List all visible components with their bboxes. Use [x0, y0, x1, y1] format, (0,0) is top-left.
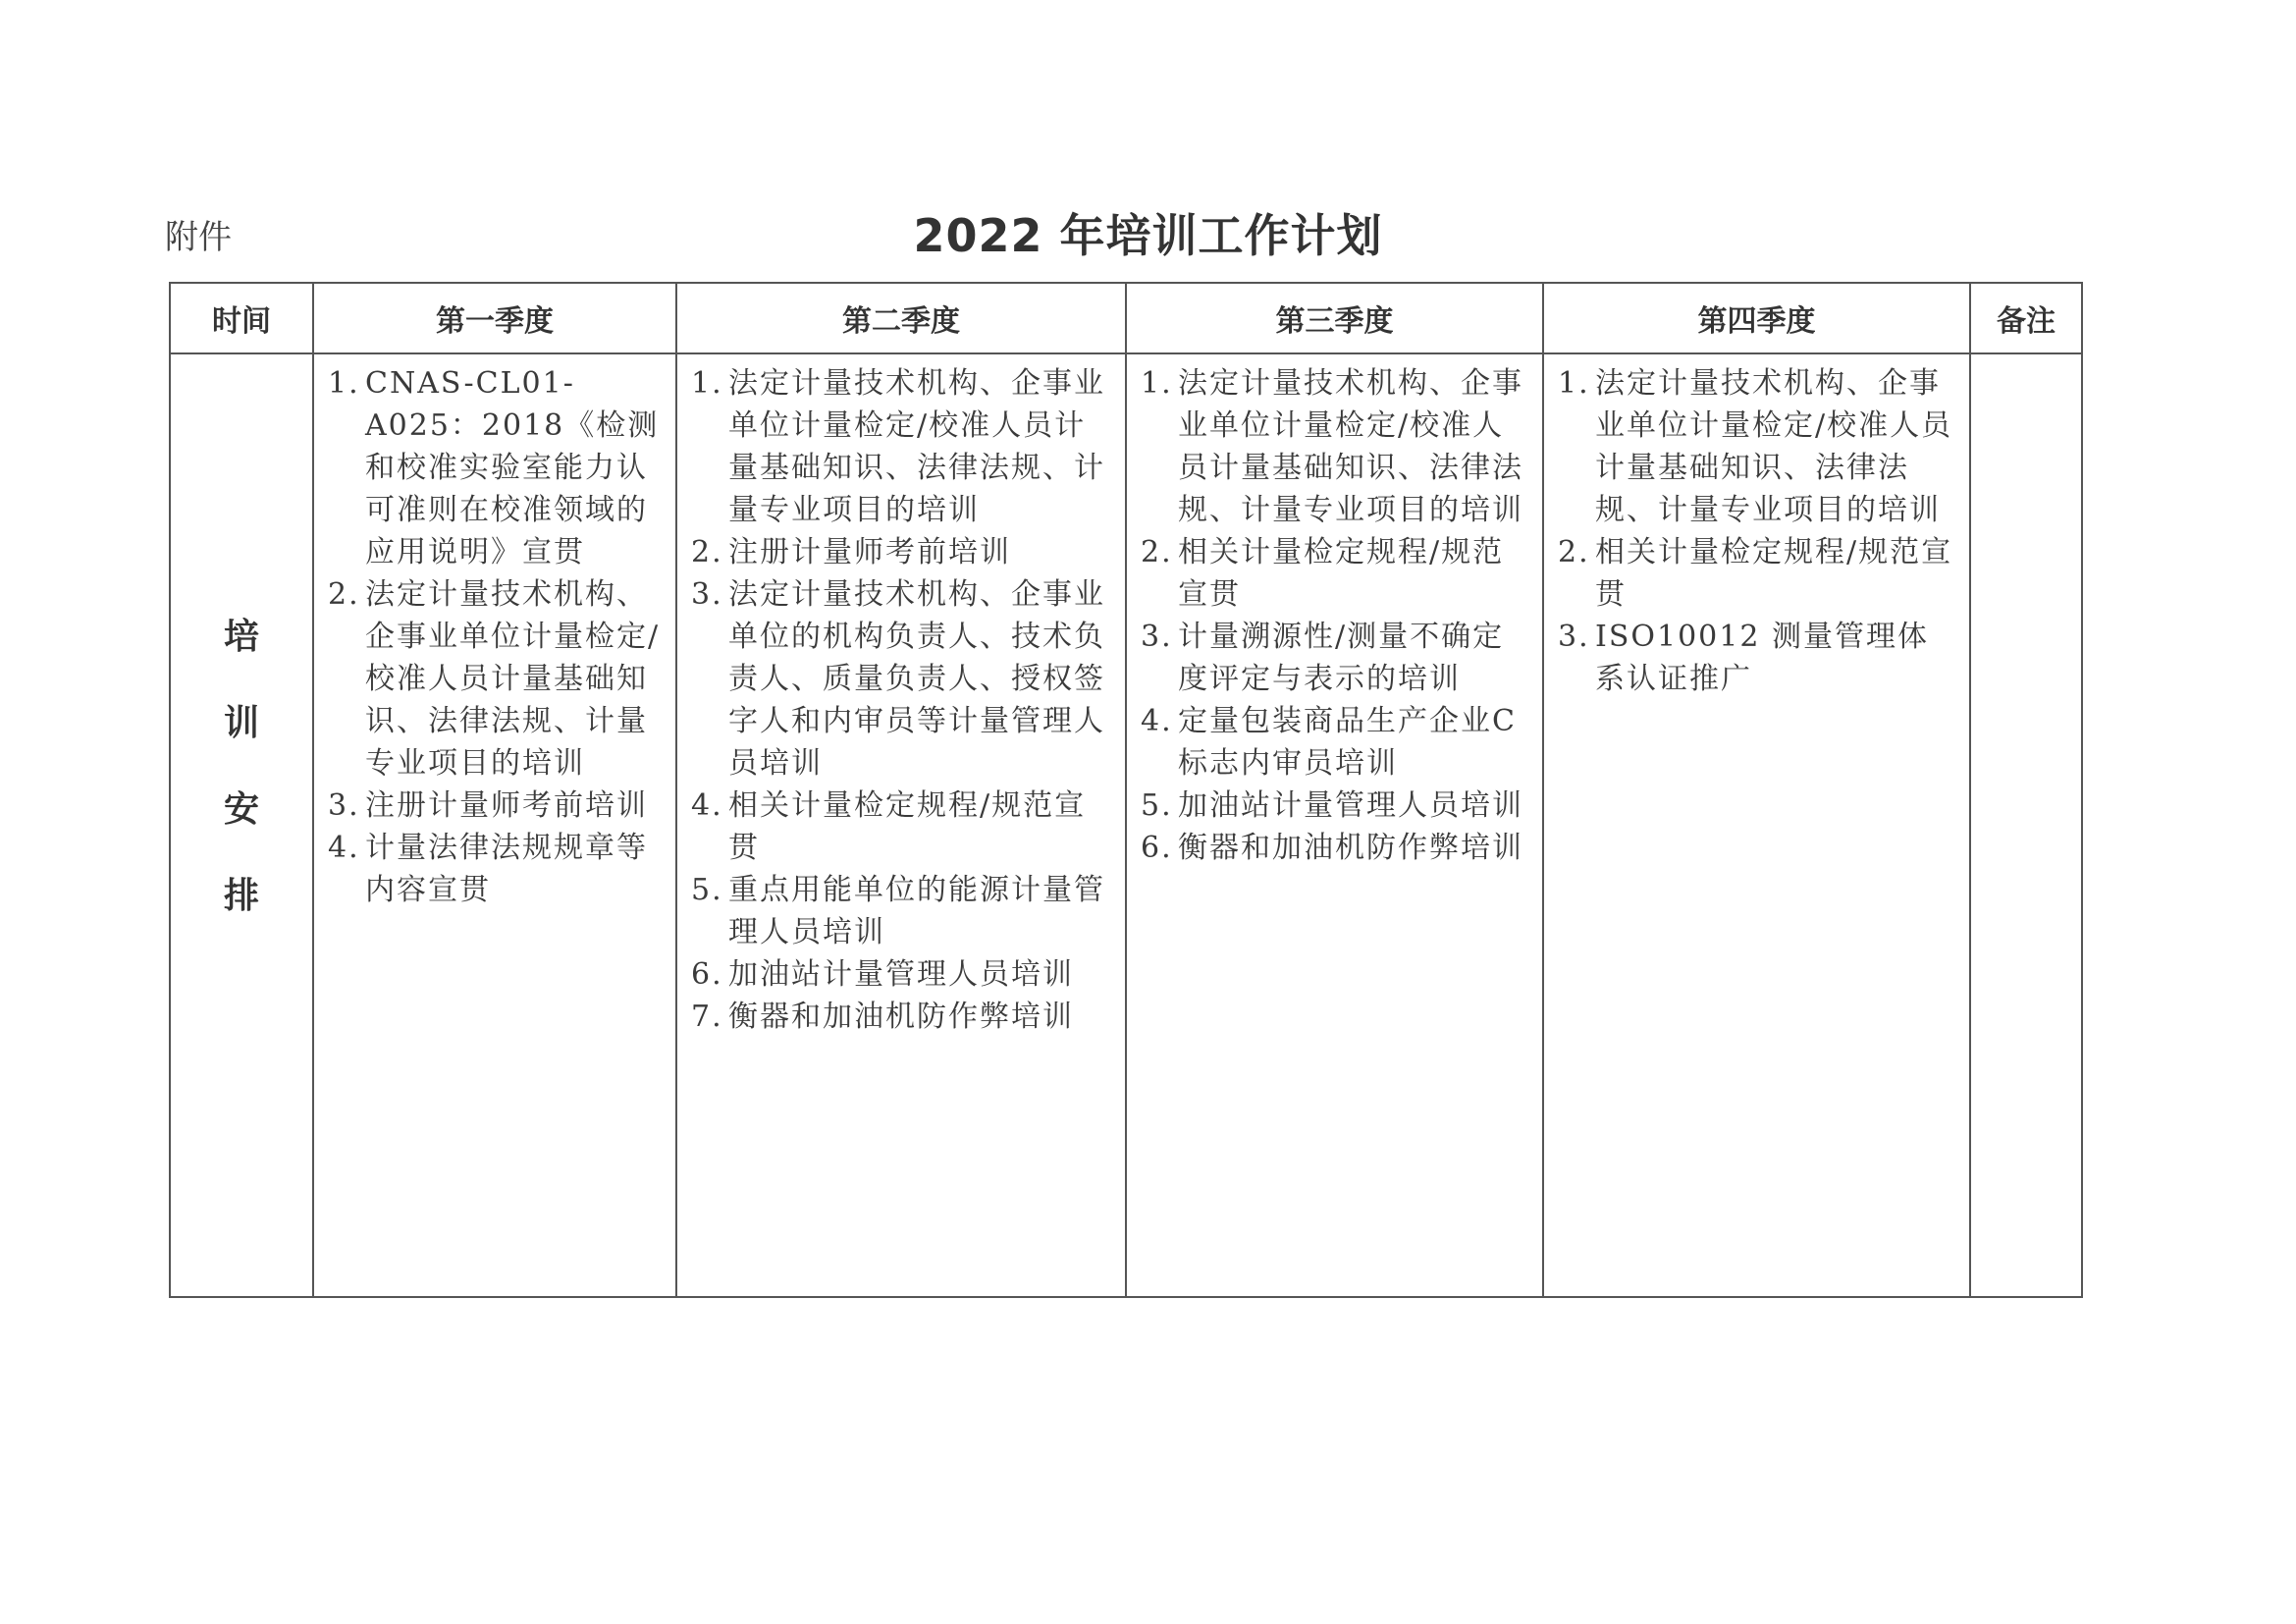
column-header-q1: 第一季度 [313, 283, 676, 353]
column-header-q2: 第二季度 [676, 283, 1126, 353]
q2-cell [676, 353, 1126, 1297]
list-item: 2. 相关计量检定规程/规范宣贯 [1141, 535, 1505, 612]
list-item: 4. 定量包装商品生产企业C标志内审员培训 [1141, 704, 1517, 781]
list-item: 4. 计量法律法规规章等内容宣贯 [328, 831, 648, 907]
training-schedule-row [170, 353, 2082, 1297]
list-item: 1. 法定计量技术机构、企事业单位计量检定/校准人员计量基础知识、法律法规、计量专业项目的培训 [691, 366, 1105, 527]
list-item: 3. 注册计量师考前培训 [328, 788, 648, 823]
list-item: 1. 法定计量技术机构、企事业单位计量检定/校准人员计量基础知识、法律法规、计量专业项目的培训 [1558, 366, 1953, 527]
document-title: 2022 年培训工作计划 [913, 209, 1383, 262]
list-item: 1. CNAS-CL01-A025：2018《检测和校准实验室能力认可准则在校准领域的应用说明》宣贯 [328, 366, 660, 569]
column-header-remarks: 备注 [1970, 283, 2082, 353]
q4-cell [1543, 353, 1970, 1297]
list-item: 2. 法定计量技术机构、企事业单位计量检定/校准人员计量基础知识、法律法规、计量专业项目的培训 [328, 577, 661, 781]
list-item: 2. 注册计量师考前培训 [691, 535, 1011, 569]
list-item: 1. 法定计量技术机构、企事业单位计量检定/校准人员计量基础知识、法律法规、计量专业项目的培训 [1141, 366, 1523, 527]
q1-cell [313, 353, 676, 1297]
q4-list [1544, 354, 1969, 700]
list-item: 2. 相关计量检定规程/规范宣贯 [1558, 535, 1953, 612]
row-label-cell [170, 353, 313, 1297]
q2-list [677, 354, 1125, 1038]
list-item: 6. 衡器和加油机防作弊培训 [1141, 831, 1523, 865]
attachment-label: 附件 [165, 218, 232, 257]
q3-list [1127, 354, 1542, 869]
list-item: 3. 法定计量技术机构、企事业单位的机构负责人、技术负责人、质量负责人、授权签字人和内审员等计量管理人员培训 [691, 577, 1105, 781]
list-item: 7. 衡器和加油机防作弊培训 [691, 1000, 1074, 1034]
list-item: 3. 计量溯源性/测量不确定度评定与表示的培训 [1141, 620, 1505, 696]
list-item: 4. 相关计量检定规程/规范宣贯 [691, 788, 1087, 865]
list-item: 5. 加油站计量管理人员培训 [1141, 788, 1523, 823]
training-plan-table [169, 282, 2083, 1298]
remarks-cell [1970, 353, 2082, 1297]
column-header-q4: 第四季度 [1543, 283, 1970, 353]
column-header-time: 时间 [170, 283, 313, 353]
row-label: 培训安排 [223, 616, 259, 916]
list-item: 5. 重点用能单位的能源计量管理人员培训 [691, 873, 1105, 949]
q3-cell [1126, 353, 1543, 1297]
list-item: 6. 加油站计量管理人员培训 [691, 957, 1074, 992]
list-item: 3. ISO10012 测量管理体系认证推广 [1558, 620, 1929, 696]
table-header-row [170, 283, 2082, 353]
column-header-q3: 第三季度 [1126, 283, 1543, 353]
q1-list [314, 354, 675, 911]
